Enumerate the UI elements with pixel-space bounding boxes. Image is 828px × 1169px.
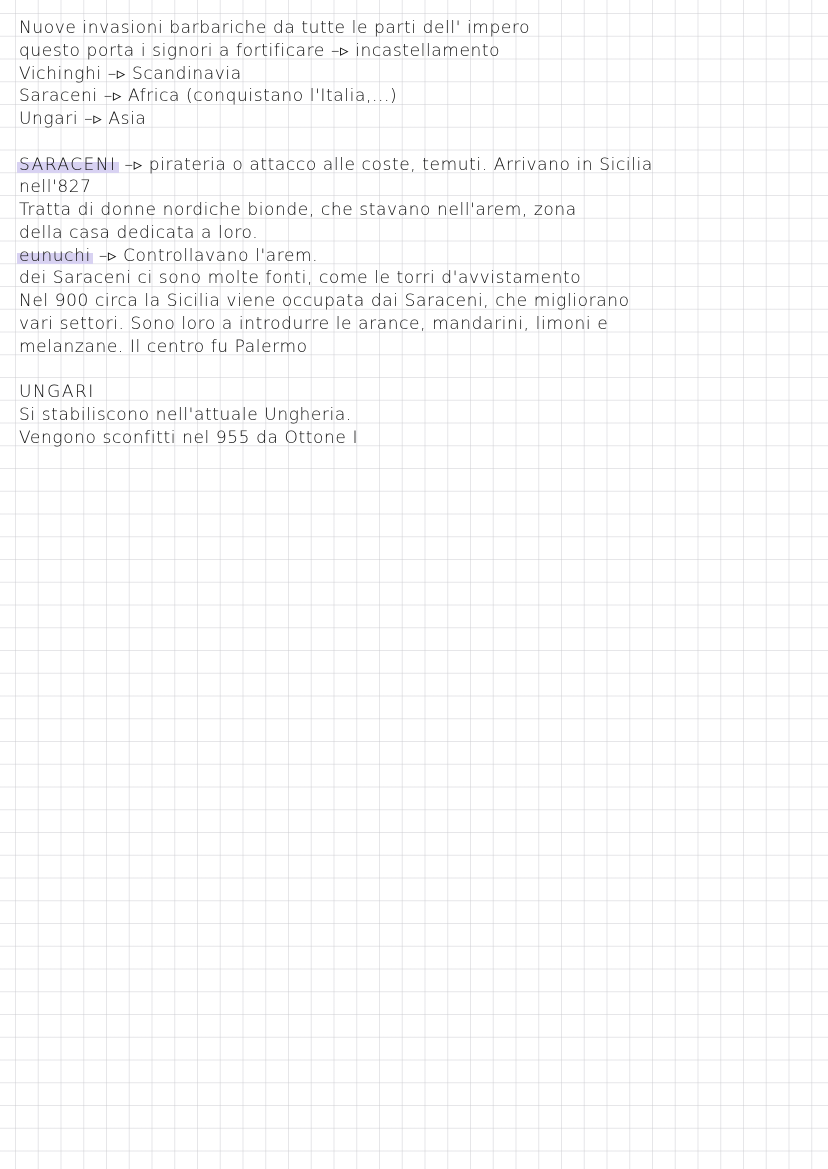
note-line: vari settori. Sono loro a introdurre le arance, mandarini, limoni e (19, 313, 609, 334)
heading-saraceni-highlighted: SARACENI (19, 154, 117, 175)
notes-page (19, 17, 819, 449)
note-line: dei Saraceni ci sono molte fonti, come le torri d'avvistamento (19, 268, 582, 289)
note-line: Saraceni –▹ Africa (conquistano l'Italia,...) (19, 86, 398, 107)
note-line: melanzane. Il centro fu Palermo (19, 336, 308, 357)
spacer (19, 358, 819, 381)
note-line: Vengono sconfitti nel 955 da Ottone I (19, 427, 359, 448)
note-line (19, 154, 819, 177)
note-line: della casa dedicata a loro. (19, 222, 259, 243)
section-intro (19, 17, 819, 131)
note-text: –▹ pirateria o attacco alle coste, temuti. Arrivano in Sicilia (118, 154, 653, 175)
note-text: –▹ Controllavano l'arem. (92, 245, 319, 266)
note-line: nell'827 (19, 177, 92, 198)
term-eunuchi-highlighted: eunuchi (19, 245, 91, 266)
note-line: Ungari –▹ Asia (19, 109, 147, 129)
note-line: Nuove invasioni barbariche da tutte le parti dell' impero (19, 18, 531, 38)
section-ungari (19, 381, 819, 449)
note-line (19, 245, 819, 268)
note-line: questo porta i signori a fortificare –▹ incastellamento (19, 40, 501, 61)
note-line: Vichinghi –▹ Scandinavia (19, 63, 242, 84)
note-line: Tratta di donne nordiche bionde, che stavano nell'arem, zona (19, 200, 577, 220)
section-saraceni (19, 154, 819, 359)
spacer (19, 131, 819, 154)
heading-ungari: UNGARI (19, 382, 95, 402)
note-line: Nel 900 circa la Sicilia viene occupata dai Saraceni, che migliorano (19, 291, 630, 311)
note-line: Si stabiliscono nell'attuale Ungheria. (19, 404, 352, 425)
